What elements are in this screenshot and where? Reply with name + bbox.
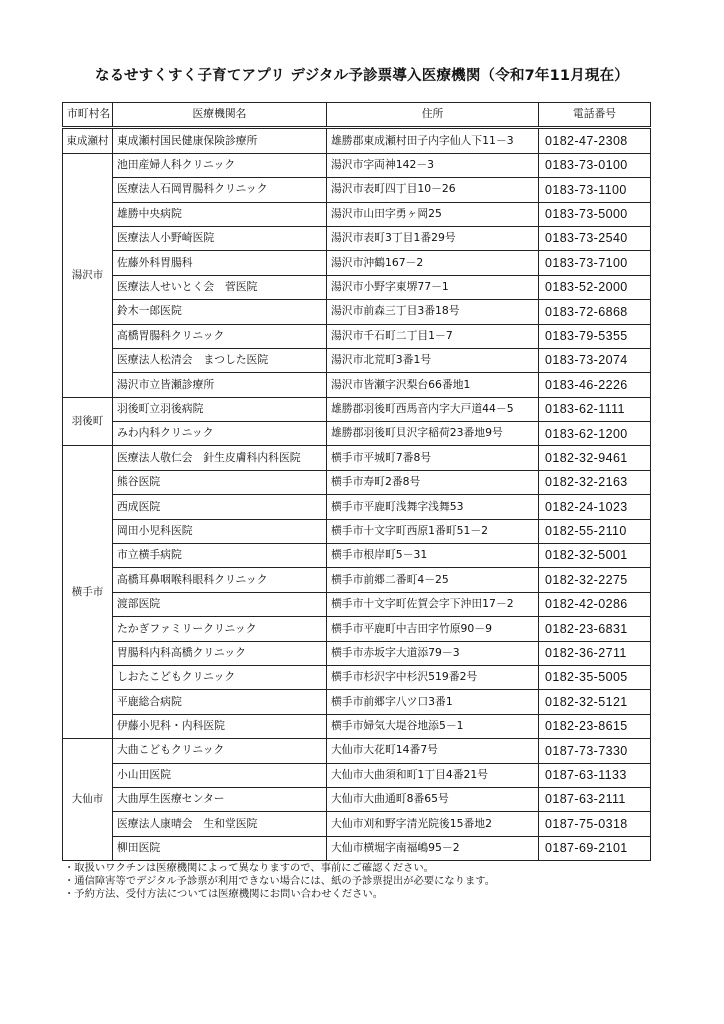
institution-name-cell: 岡田小児科医院 (113, 519, 327, 543)
address-cell: 横手市平鹿町中吉田字竹原90－9 (327, 617, 539, 641)
table-row (63, 787, 651, 811)
table-row (63, 836, 651, 860)
note-line: ・取扱いワクチンは医療機関によって異なりますので、事前にご確認ください。 (64, 862, 434, 874)
institution-name-cell: 医療法人敬仁会 針生皮膚科内科医院 (113, 446, 327, 470)
institution-name-cell: 医療法人石岡胃腸科クリニック (113, 178, 327, 202)
table-row (63, 739, 651, 763)
address-cell: 湯沢市千石町二丁目1－7 (327, 324, 539, 348)
page-title: なるせすくすく子育てアプリ デジタル予診票導入医療機関（令和7年11月現在） (94, 68, 630, 84)
address-cell: 大仙市大曲須和町1丁目4番21号 (327, 763, 539, 787)
phone-cell: 0183-73-5000 (539, 202, 651, 226)
table-row (63, 641, 651, 665)
note-line: ・通信障害等でデジタル予診票が利用できない場合には、紙の予診票提出が必要になります。 (64, 875, 496, 887)
table-row (63, 251, 651, 275)
phone-cell: 0183-62-1111 (539, 397, 651, 421)
institution-name-cell: 大曲厚生医療センター (113, 787, 327, 811)
institution-name-cell: 伊藤小児科・内科医院 (113, 714, 327, 738)
table-row (63, 226, 651, 250)
phone-cell: 0183-46-2226 (539, 373, 651, 397)
phone-cell: 0182-32-5121 (539, 690, 651, 714)
institution-name-cell: 高橋胃腸科クリニック (113, 324, 327, 348)
institution-name-cell: 湯沢市立皆瀬診療所 (113, 373, 327, 397)
institution-name-cell: 小山田医院 (113, 763, 327, 787)
municipality-cell: 東成瀬村 (63, 128, 113, 153)
table-row (63, 617, 651, 641)
table-row (63, 178, 651, 202)
phone-cell: 0187-63-2111 (539, 787, 651, 811)
phone-cell: 0182-32-5001 (539, 544, 651, 568)
address-cell: 横手市平鹿町浅舞字浅舞53 (327, 495, 539, 519)
phone-cell: 0183-73-1100 (539, 178, 651, 202)
institution-name-cell: みわ内科クリニック (113, 422, 327, 446)
table-row (63, 202, 651, 226)
table-row (63, 690, 651, 714)
phone-cell: 0183-73-7100 (539, 251, 651, 275)
phone-cell: 0182-35-5005 (539, 665, 651, 689)
phone-cell: 0182-55-2110 (539, 519, 651, 543)
address-cell: 湯沢市皆瀬字沢梨台66番地1 (327, 373, 539, 397)
table-row (63, 373, 651, 397)
phone-cell: 0187-73-7330 (539, 739, 651, 763)
address-cell: 大仙市大曲通町8番65号 (327, 787, 539, 811)
phone-cell: 0187-63-1133 (539, 763, 651, 787)
table-body (63, 128, 651, 861)
address-cell: 大仙市大花町14番7号 (327, 739, 539, 763)
address-cell: 湯沢市表町四丁目10－26 (327, 178, 539, 202)
institution-name-cell: 池田産婦人科クリニック (113, 153, 327, 177)
phone-cell: 0182-23-6831 (539, 617, 651, 641)
table-row (63, 275, 651, 299)
table-header-row (63, 103, 651, 128)
header-phone: 電話番号 (539, 103, 651, 128)
phone-cell: 0187-75-0318 (539, 812, 651, 836)
institution-name-cell: 鈴木一郎医院 (113, 300, 327, 324)
table-row (63, 128, 651, 153)
notes (64, 862, 664, 901)
table-row (63, 348, 651, 372)
phone-cell: 0183-73-2074 (539, 348, 651, 372)
table-row (63, 446, 651, 470)
address-cell: 横手市十文字町佐賀会字下沖田17－2 (327, 592, 539, 616)
address-cell: 湯沢市前森三丁目3番18号 (327, 300, 539, 324)
institution-name-cell: 胃腸科内科高橋クリニック (113, 641, 327, 665)
municipality-cell: 羽後町 (63, 397, 113, 446)
phone-cell: 0182-24-1023 (539, 495, 651, 519)
phone-cell: 0182-36-2711 (539, 641, 651, 665)
table-row (63, 763, 651, 787)
address-cell: 湯沢市表町3丁目1番29号 (327, 226, 539, 250)
phone-cell: 0183-73-2540 (539, 226, 651, 250)
address-cell: 横手市前郷二番町4－25 (327, 568, 539, 592)
address-cell: 大仙市横堀字南福嶋95－2 (327, 836, 539, 860)
phone-cell: 0182-32-2275 (539, 568, 651, 592)
institution-table (62, 102, 651, 861)
header-municipality: 市町村名 (63, 103, 113, 128)
address-cell: 横手市根岸町5－31 (327, 544, 539, 568)
phone-cell: 0183-52-2000 (539, 275, 651, 299)
table-row (63, 544, 651, 568)
institution-name-cell: 柳田医院 (113, 836, 327, 860)
address-cell: 横手市杉沢字中杉沢519番2号 (327, 665, 539, 689)
phone-cell: 0182-47-2308 (539, 128, 651, 153)
institution-name-cell: 医療法人小野崎医院 (113, 226, 327, 250)
institution-name-cell: しおたこどもクリニック (113, 665, 327, 689)
address-cell: 横手市赤坂字大道添79－3 (327, 641, 539, 665)
phone-cell: 0182-23-8615 (539, 714, 651, 738)
address-cell: 横手市十文字町西原1番町51－2 (327, 519, 539, 543)
table-row (63, 397, 651, 421)
address-cell: 横手市平城町7番8号 (327, 446, 539, 470)
address-cell: 湯沢市山田字勇ヶ岡25 (327, 202, 539, 226)
institution-name-cell: 熊谷医院 (113, 470, 327, 494)
institution-name-cell: 東成瀬村国民健康保険診療所 (113, 128, 327, 153)
phone-cell: 0183-79-5355 (539, 324, 651, 348)
table-row (63, 422, 651, 446)
table-row (63, 153, 651, 177)
phone-cell: 0187-69-2101 (539, 836, 651, 860)
address-cell: 雄勝郡羽後町貝沢字稲荷23番地9号 (327, 422, 539, 446)
table-row (63, 568, 651, 592)
institution-name-cell: 医療法人せいとく会 菅医院 (113, 275, 327, 299)
phone-cell: 0182-32-9461 (539, 446, 651, 470)
note-line: ・予約方法、受付方法については医療機関にお問い合わせください。 (64, 888, 383, 900)
institution-name-cell: 医療法人康晴会 生和堂医院 (113, 812, 327, 836)
institution-name-cell: 雄勝中央病院 (113, 202, 327, 226)
table-row (63, 300, 651, 324)
phone-cell: 0182-42-0286 (539, 592, 651, 616)
address-cell: 雄勝郡東成瀬村田子内字仙人下11－3 (327, 128, 539, 153)
table-row (63, 665, 651, 689)
address-cell: 大仙市刈和野字清光院後15番地2 (327, 812, 539, 836)
table-row (63, 519, 651, 543)
address-cell: 雄勝郡羽後町西馬音内字大戸道44－5 (327, 397, 539, 421)
municipality-cell: 湯沢市 (63, 153, 113, 397)
municipality-cell: 大仙市 (63, 739, 113, 861)
address-cell: 横手市前郷字八ツ口3番1 (327, 690, 539, 714)
header-address: 住所 (327, 103, 539, 128)
institution-name-cell: 市立横手病院 (113, 544, 327, 568)
table-row (63, 495, 651, 519)
phone-cell: 0182-32-2163 (539, 470, 651, 494)
table-row (63, 470, 651, 494)
table-row (63, 812, 651, 836)
institution-name-cell: 西成医院 (113, 495, 327, 519)
institution-name-cell: たかぎファミリークリニック (113, 617, 327, 641)
address-cell: 湯沢市小野字東堺77－1 (327, 275, 539, 299)
header-institution: 医療機関名 (113, 103, 327, 128)
address-cell: 横手市寿町2番8号 (327, 470, 539, 494)
address-cell: 湯沢市北荒町3番1号 (327, 348, 539, 372)
address-cell: 湯沢市沖鶴167－2 (327, 251, 539, 275)
address-cell: 横手市婦気大堤谷地添5－1 (327, 714, 539, 738)
phone-cell: 0183-73-0100 (539, 153, 651, 177)
address-cell: 湯沢市字両神142－3 (327, 153, 539, 177)
municipality-cell: 横手市 (63, 446, 113, 739)
table-row (63, 592, 651, 616)
institution-name-cell: 高橋耳鼻咽喉科眼科クリニック (113, 568, 327, 592)
institution-name-cell: 渡部医院 (113, 592, 327, 616)
institution-name-cell: 医療法人松清会 まつした医院 (113, 348, 327, 372)
table-row (63, 714, 651, 738)
institution-name-cell: 平鹿総合病院 (113, 690, 327, 714)
table-row (63, 324, 651, 348)
institution-name-cell: 羽後町立羽後病院 (113, 397, 327, 421)
phone-cell: 0183-72-6868 (539, 300, 651, 324)
phone-cell: 0183-62-1200 (539, 422, 651, 446)
institution-name-cell: 大曲こどもクリニック (113, 739, 327, 763)
institution-name-cell: 佐藤外科胃腸科 (113, 251, 327, 275)
